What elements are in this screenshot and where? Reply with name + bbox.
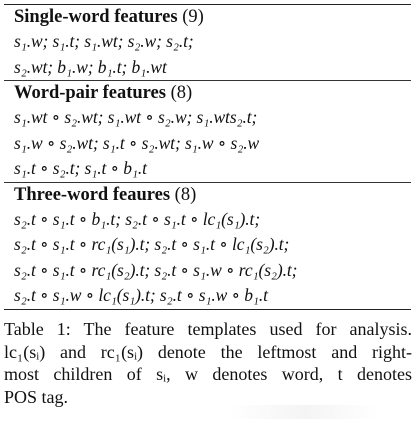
section-title: Word-pair features	[14, 83, 166, 103]
section-header	[14, 5, 411, 29]
section-count: (8)	[170, 83, 193, 103]
table-bottom-rule	[4, 309, 411, 310]
feature-line: s₂.t ∘ s₁.t ∘ rc₁(s₁).t; s₂.t ∘ s₁.t ∘ lc₁(s₂).t;	[14, 234, 290, 254]
section-count: (8)	[174, 184, 197, 205]
feature-line: s₁.t ∘ s₂.t; s₁.t ∘ b₁.t	[14, 158, 147, 178]
caption-line: most children of sᵢ, w denotes word, t denotes	[4, 364, 412, 384]
caption-line: POS tag.	[4, 386, 69, 407]
section-three-word	[4, 183, 411, 309]
feature-line: s₁.w; s₁.t; s₁.wt; s₂.w; s₂.t;	[14, 31, 194, 51]
feature-line: s₂.t ∘ s₁.t ∘ rc₁(s₂).t; s₂.t ∘ s₁.w ∘ rc₁(s₂).t;	[14, 259, 298, 280]
section-single-word	[4, 5, 411, 80]
feature-table	[4, 4, 411, 310]
section-header	[14, 183, 411, 207]
section-header	[14, 81, 411, 105]
caption-line: Table 1: The feature templates used for analysis.	[4, 319, 412, 339]
feature-line: s₁.wt ∘ s₂.wt; s₁.wt ∘ s₂.w; s₁.wts₂.t;	[14, 107, 258, 127]
table-caption	[4, 318, 412, 408]
feature-line: s₂.t ∘ s₁.w ∘ lc₁(s₁).t; s₂.t ∘ s₁.w ∘ b₁.t	[14, 285, 268, 305]
feature-line: s₂.t ∘ s₁.t ∘ b₁.t; s₂.t ∘ s₁.t ∘ lc₁(s₁).t;	[14, 208, 261, 229]
section-title: Three-word feaures	[14, 184, 171, 205]
scan-smudge	[230, 405, 380, 419]
feature-line: s₂.wt; b₁.w; b₁.t; b₁.wt	[14, 56, 167, 77]
caption-line: lc₁(sᵢ) and rc₁(sᵢ) denote the leftmost and right-	[4, 341, 412, 362]
section-count: (9)	[182, 7, 204, 27]
feature-line: s₁.w ∘ s₂.wt; s₁.t ∘ s₂.wt; s₁.w ∘ s₂.w	[14, 132, 260, 153]
section-title: Single-word features	[14, 7, 178, 27]
section-word-pair	[4, 81, 411, 182]
